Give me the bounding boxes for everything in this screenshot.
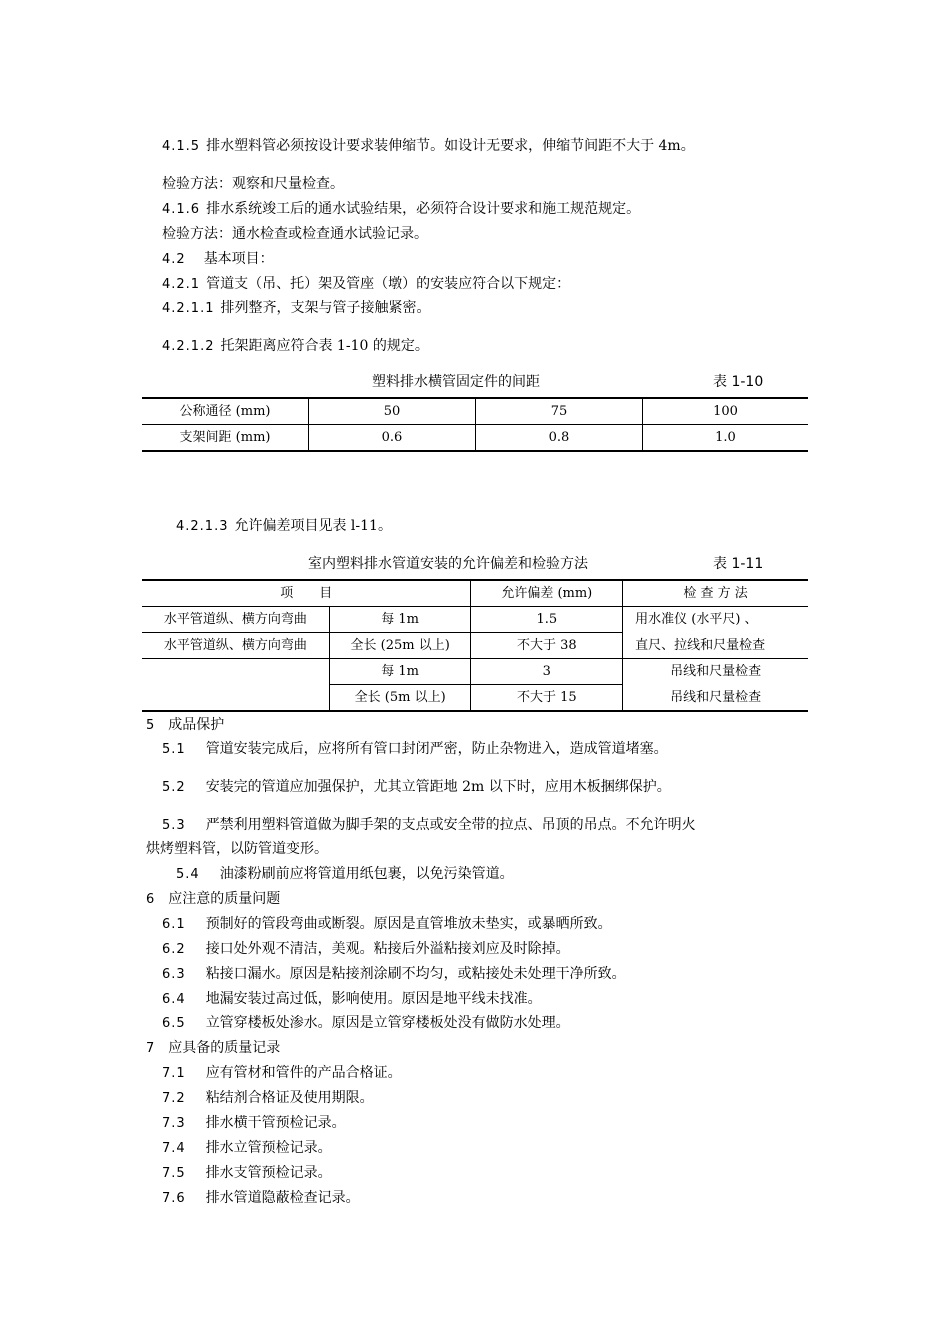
table-row (142, 633, 808, 659)
clause-6-2: 6.2 接口处外观不清洁，美观。粘接后外溢粘接刘应及时除掉。 (162, 941, 570, 957)
clause-4-2-1-3: 4.2.1.3 允许偏差项目见表 l-11。 (176, 518, 392, 534)
clause-4-1-5: 4.1.5 排水塑料管必须按设计要求装伸缩节。如设计无要求，伸缩节间距不大于 4m。 (162, 138, 695, 154)
table-cell: 不大于 15 (471, 685, 623, 712)
table-row (142, 659, 808, 685)
clause-7-2: 7.2 粘结剂合格证及使用期限。 (162, 1090, 374, 1106)
clause-5-3: 5.3 严禁利用塑料管道做为脚手架的支点或安全带的拉点、吊顶的吊点。不允许明火 (162, 817, 696, 833)
table-cell: 用水准仪 (水平尺) 、 (623, 607, 808, 633)
table-cell: 水平管道纵、横方向弯曲 (142, 607, 329, 633)
clause-4-2-1-1: 4.2.1.1 排列整齐，支架与管子接触紧密。 (162, 300, 431, 316)
clause-6-4: 6.4 地漏安装过高过低，影响使用。原因是地平线未找准。 (162, 991, 542, 1007)
header-item: 项 目 (142, 580, 471, 607)
header-method: 检 查 方 法 (623, 580, 808, 607)
table-cell: 公称通径 (mm) (142, 398, 309, 425)
section-7-title: 7 应具备的质量记录 (146, 1040, 281, 1056)
table-cell: 支架间距 (mm) (142, 425, 309, 452)
table-cell: 不大于 38 (471, 633, 623, 659)
clause-6-3: 6.3 粘接口漏水。原因是粘接剂涂刷不均匀，或粘接处未处理干净所致。 (162, 966, 626, 982)
clause-5-3-continued: 烘烤塑料管，以防管道变形。 (146, 841, 328, 857)
clause-7-6: 7.6 排水管道隐蔽检查记录。 (162, 1190, 360, 1206)
clause-4-1-6: 4.1.6 排水系统竣工后的通水试验结果，必须符合设计要求和施工规范规定。 (162, 201, 641, 217)
check-method-1: 检验方法：观察和尺量检查。 (162, 176, 344, 192)
table-cell: 1.0 (643, 425, 809, 452)
clause-5-4: 5.4 油漆粉刷前应将管道用纸包裹，以免污染管道。 (176, 866, 514, 882)
clause-6-5: 6.5 立管穿楼板处渗水。原因是立管穿楼板处没有做防水处理。 (162, 1015, 570, 1031)
header-deviation: 允许偏差 (mm) (471, 580, 623, 607)
clause-7-5: 7.5 排水支管预检记录。 (162, 1165, 332, 1181)
table-cell: 75 (476, 398, 643, 425)
section-5-title: 5 成品保护 (146, 717, 225, 733)
section-6-title: 6 应注意的质量问题 (146, 891, 281, 907)
table-cell: 每 1m (329, 607, 471, 633)
table-cell: 1.5 (471, 607, 623, 633)
table-1-11-title: 室内塑料排水管道安装的允许偏差和检验方法 (308, 556, 588, 572)
table-1-11 (142, 579, 808, 712)
table-row (142, 425, 808, 452)
clause-4-2-1: 4.2.1 管道支（吊、托）架及管座（墩）的安装应符合以下规定： (162, 276, 571, 292)
clause-5-2: 5.2 安装完的管道应加强保护，尤其立管距地 2m 以下时，应用木板捆绑保护。 (162, 779, 671, 795)
table-1-10-label: 表 1-10 (713, 374, 764, 390)
table-cell (142, 659, 329, 712)
table-1-11-label: 表 1-11 (713, 556, 764, 572)
clause-7-3: 7.3 排水横干管预检记录。 (162, 1115, 346, 1131)
table-cell: 50 (309, 398, 476, 425)
table-cell: 全长 (25m 以上) (329, 633, 471, 659)
table-header-row (142, 580, 808, 607)
clause-7-4: 7.4 排水立管预检记录。 (162, 1140, 332, 1156)
table-cell: 水平管道纵、横方向弯曲 (142, 633, 329, 659)
table-cell: 3 (471, 659, 623, 685)
table-row (142, 398, 808, 425)
check-method-2: 检验方法：通水检查或检查通水试验记录。 (162, 226, 428, 242)
table-1-10 (142, 397, 808, 452)
clause-5-1: 5.1 管道安装完成后，应将所有管口封闭严密，防止杂物进入，造成管道堵塞。 (162, 741, 668, 757)
table-cell: 吊线和尺量检查 (623, 659, 808, 685)
table-1-10-title: 塑料排水横管固定件的间距 (372, 374, 540, 390)
table-cell: 每 1m (329, 659, 471, 685)
table-cell: 0.6 (309, 425, 476, 452)
table-cell: 100 (643, 398, 809, 425)
table-cell: 全长 (5m 以上) (329, 685, 471, 712)
table-row (142, 607, 808, 633)
clause-4-2-1-2: 4.2.1.2 托架距离应符合表 1-10 的规定。 (162, 338, 429, 354)
table-cell: 吊线和尺量检查 (623, 685, 808, 712)
table-cell: 直尺、拉线和尺量检查 (623, 633, 808, 659)
clause-7-1: 7.1 应有管材和管件的产品合格证。 (162, 1065, 402, 1081)
clause-6-1: 6.1 预制好的管段弯曲或断裂。原因是直管堆放未垫实，或暴晒所致。 (162, 916, 612, 932)
clause-4-2: 4.2 基本项目： (162, 251, 274, 267)
table-cell: 0.8 (476, 425, 643, 452)
